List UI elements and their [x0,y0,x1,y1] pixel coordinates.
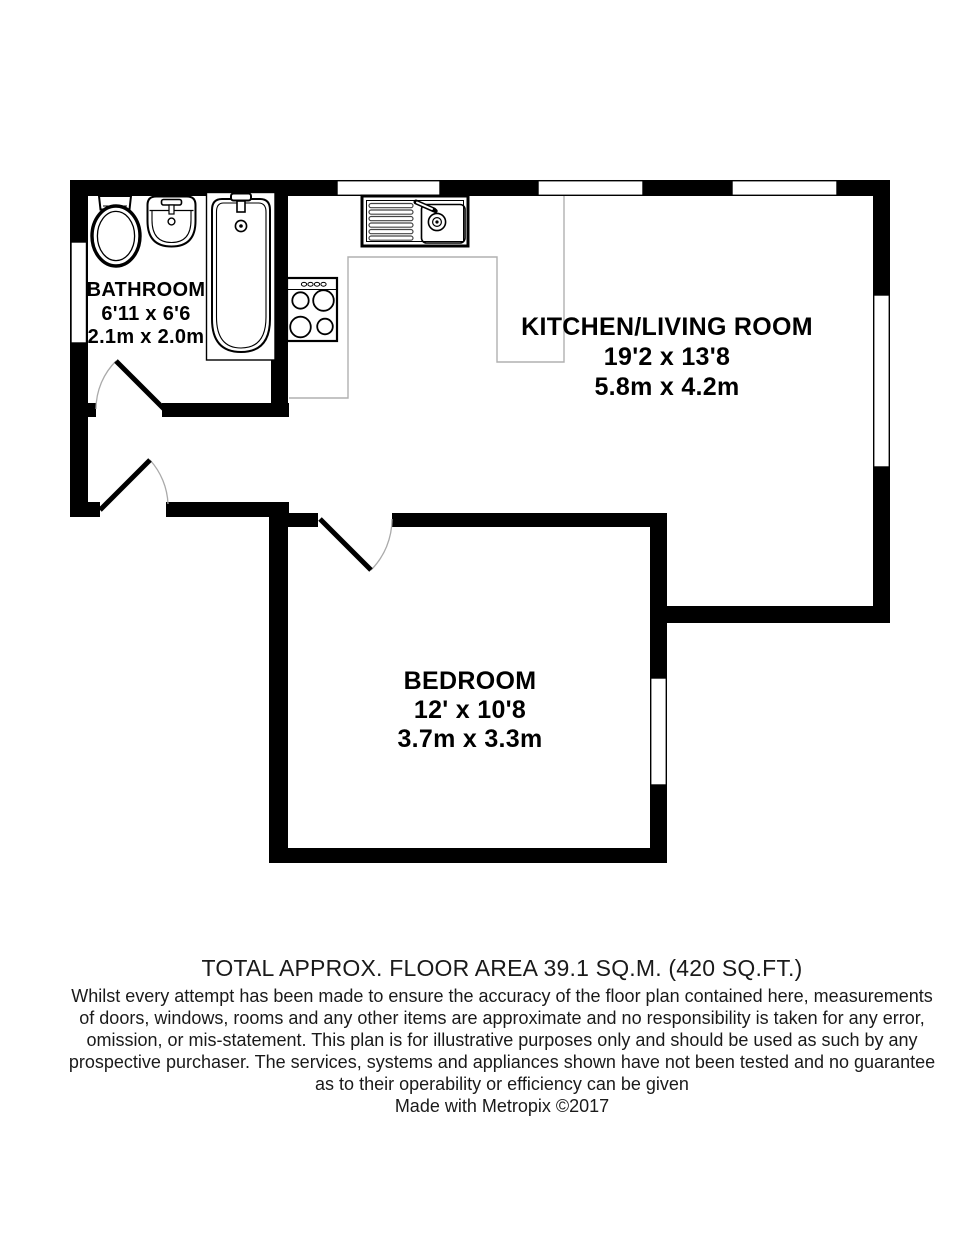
entrance-door-arc [150,460,168,504]
window-top-2 [538,181,643,196]
disclaimer-line-5: as to their operability or efficiency can be given [315,1074,689,1094]
bedroom-bottom-wall [269,848,667,863]
bedroom-top-wall-left [288,513,318,527]
disclaimer-text [12,985,980,1095]
washbasin-icon [148,197,196,247]
bedroom-label [290,667,650,754]
kitchen-living-room-size-metric: 5.8m x 4.2m [594,373,740,401]
footer [12,955,980,1117]
bedroom-size-imperial: 12' x 10'8 [413,696,527,724]
metropix-credit: Made with Metropix ©2017 [394,1096,610,1116]
disclaimer-line-3: omission, or mis-statement. This plan is for illustrative purposes only and should be used as such by any [86,1030,918,1050]
bathroom-door-leaf [116,361,164,409]
window-top-1 [337,181,440,196]
kitchen-living-room-name: KITCHEN/LIVING ROOM [521,313,813,341]
hall-bottom-stub [87,502,100,517]
total-area-text: TOTAL APPROX. FLOOR AREA 39.1 SQ.M. (420 SQ.FT.) [201,955,803,981]
bedroom-name: BEDROOM [403,667,537,695]
bathroom-bottom-stub [87,403,96,417]
kitchen-bottom-wall [653,606,890,623]
bathroom-name: BATHROOM [86,279,206,301]
bathroom-size-metric: 2.1m x 2.0m [87,326,205,348]
disclaimer-line-2: of doors, windows, rooms and any other items are approximate and no responsibility is taken for any error, [79,1008,925,1028]
window-living-right [874,295,890,467]
bedroom-left-wall [269,502,288,863]
bedroom-door-leaf [320,519,371,570]
kitchen-sink-icon [362,196,468,246]
bathroom-size-imperial: 6'11 x 6'6 [101,302,191,325]
disclaimer-line-1: Whilst every attempt has been made to ensure the accuracy of the floor plan contained here, measurements [71,986,933,1006]
bathroom-door-arc [96,361,116,409]
bathroom-bottom-wall [162,403,289,417]
bedroom-top-wall-right [392,513,653,527]
stove-hob-icon [287,278,337,341]
entrance-door-leaf [100,460,150,510]
toilet-icon [92,196,140,266]
kitchen-living-room-size-imperial: 19'2 x 13'8 [603,343,731,371]
kitchen-living-room-label [487,312,847,402]
bedroom-door-arc [371,519,392,570]
bathroom-label [16,279,276,350]
window-bedroom-right [651,678,667,785]
bedroom-size-metric: 3.7m x 3.3m [397,725,543,753]
disclaimer-line-4: prospective purchaser. The services, systems and appliances shown have not been tested and no guarantee [68,1052,936,1072]
window-top-3 [732,181,837,196]
